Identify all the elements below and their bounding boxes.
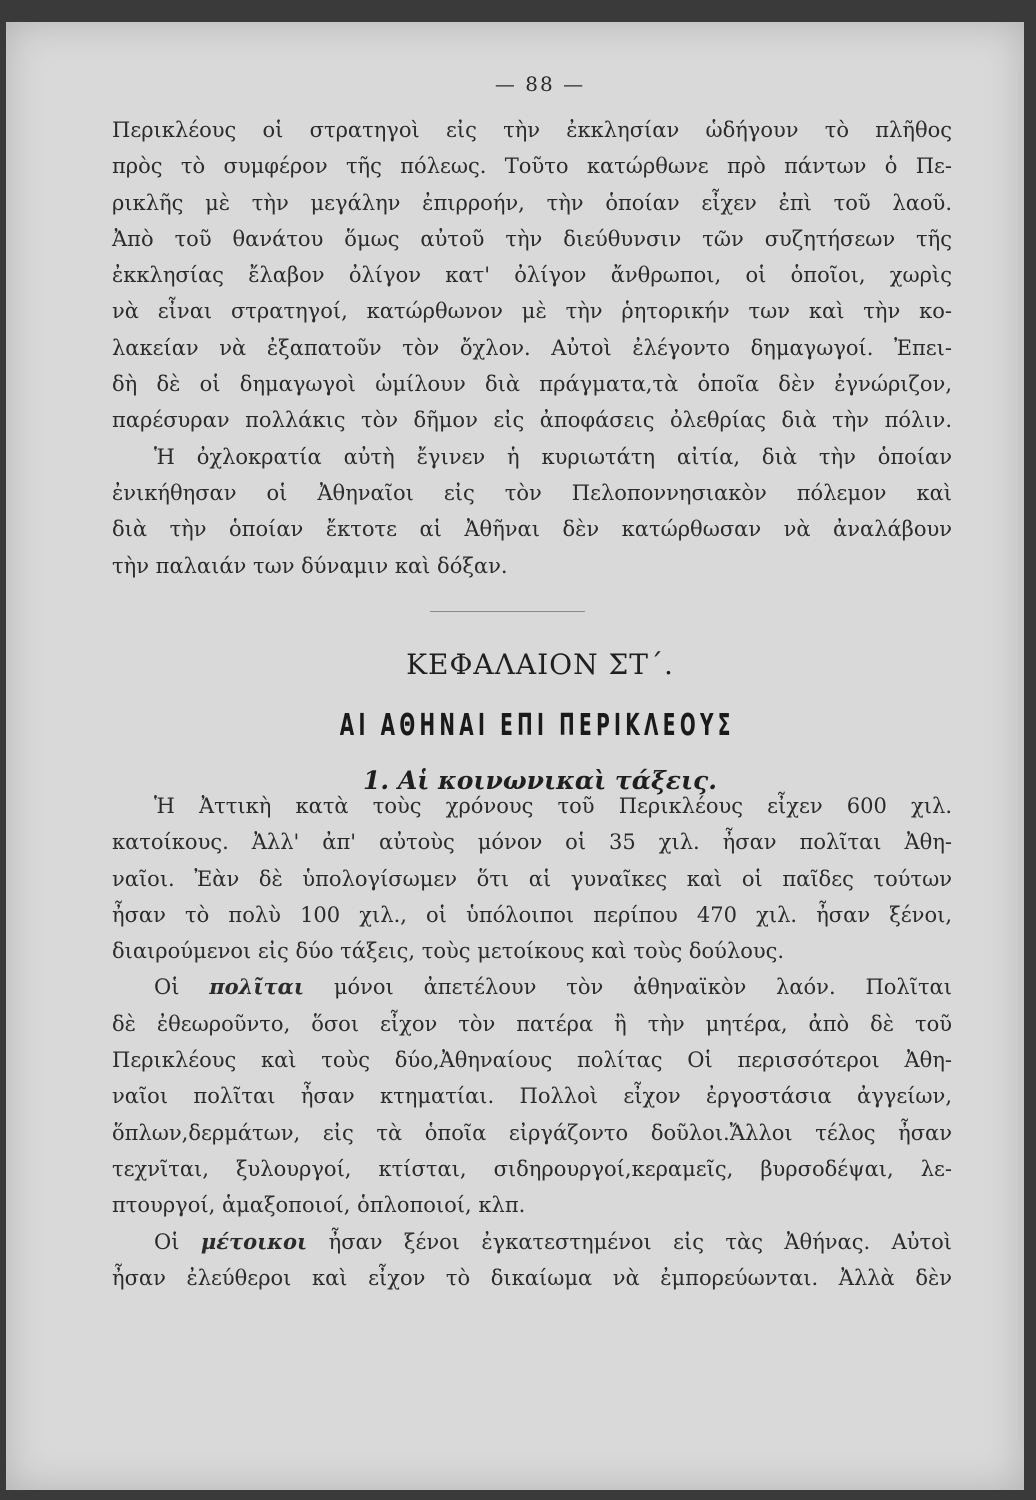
text-line: τεχνῖται, ξυλουργοί, κτίσται, σιδηρουργοί,κεραμεῖς, βυρσοδέψαι, λε- xyxy=(112,1156,952,1181)
bold-term: πολῖται xyxy=(209,974,304,1000)
paragraph-2 xyxy=(112,788,952,1296)
line-rest: μόνοι ἀπετέλουν τὸν ἀθηναϊκὸν λαόν. Πολῖται xyxy=(333,975,952,1000)
indent-word: Οἱ xyxy=(154,1229,180,1254)
chapter-heading: ΚΕΦΑΛΑΙΟΝ ΣΤ΄. xyxy=(406,648,674,681)
text-line: δὲ ἐθεωροῦντο, ὅσοι εἶχον τὸν πατέρα ἢ τὴν μητέρα, ἀπὸ δὲ τοῦ xyxy=(112,1011,952,1036)
text-line: διὰ τὴν ὁποίαν ἔκτοτε αἱ Ἀθῆναι δὲν κατώρθωσαν νὰ ἀναλάβουν xyxy=(112,517,952,542)
text-line: ρικλῆς μὲ τὴν μεγάλην ἐπιρροήν, τὴν ὁποίαν εἶχεν ἐπὶ τοῦ λαοῦ. xyxy=(112,190,952,215)
indent-word: Οἱ xyxy=(154,975,180,1000)
text-line: παρέσυραν πολλάκις τὸν δῆμον εἰς ἀποφάσεις ὀλεθρίας διὰ τὴν πόλιν. xyxy=(112,408,952,433)
text-line: ἦσαν τὸ πολὺ 100 χιλ., οἱ ὑπόλοιποι περίπου 470 χιλ. ἦσαν ξένοι, xyxy=(112,902,952,927)
paragraph-1 xyxy=(112,112,952,584)
text-line: ὅπλων,δερμάτων, εἰς τὰ ὁποῖα εἰργάζοντο δοῦλοι.Ἄλλοι τέλος ἦσαν xyxy=(112,1120,952,1145)
bold-term: μέτοικοι xyxy=(200,1228,308,1254)
page-number: — 88 — xyxy=(494,72,586,96)
text-line: Ἡ Ἀττικὴ κατὰ τοὺς χρόνους τοῦ Περικλέους εἶχεν 600 χιλ. xyxy=(154,794,952,818)
text-line: Περικλέους καὶ τοὺς δύο,Ἀθηναίους πολίτας Οἱ περισσότεροι Ἀθη- xyxy=(112,1048,952,1073)
text-line: κατοίκους. Ἀλλ' ἀπ' αὐτοὺς μόνον οἱ 35 χιλ. ἦσαν πολῖται Ἀθη- xyxy=(112,830,952,855)
text-line: ναῖοι πολῖται ἦσαν κτηματίαι. Πολλοὶ εἶχον ἐργοστάσια ἀγγείων, xyxy=(112,1084,952,1109)
section-divider xyxy=(430,611,585,612)
text-line xyxy=(112,1224,952,1260)
chapter-title: ΑΙ ΑΘΗΝΑΙ ΕΠΙ ΠΕΡΙΚΛΕΟΥΣ xyxy=(339,708,735,743)
text-line: Ἀπὸ τοῦ θανάτου ὅμως αὐτοῦ τὴν διεύθυνσιν τῶν συζητήσεων τῆς xyxy=(112,226,952,251)
text-line: διαιρούμενοι εἰς δύο τάξεις, τοὺς μετοίκους καὶ τοὺς δούλους. xyxy=(112,939,785,964)
line-rest: ἦσαν ξένοι ἐγκατεστημένοι εἰς τὰς Ἀθήνας. Αὐτοὶ xyxy=(328,1229,953,1254)
text-line: τὴν παλαιάν των δύναμιν καὶ δόξαν. xyxy=(112,553,508,578)
text-line: πτουργοί, ἁμαξοποιοί, ὁπλοποιοί, κλπ. xyxy=(112,1193,526,1218)
text-line: Περικλέους οἱ στρατηγοὶ εἰς τὴν ἐκκλησίαν ὡδήγουν τὸ πλῆθος xyxy=(112,118,952,142)
text-line: νὰ εἶναι στρατηγοί, κατώρθωνον μὲ τὴν ῥητορικήν των καὶ τὴν κο- xyxy=(112,299,952,324)
text-line xyxy=(112,969,952,1005)
text-line: ναῖοι. Ἐὰν δὲ ὑπολογίσωμεν ὅτι αἱ γυναῖκες καὶ οἱ παῖδες τούτων xyxy=(112,866,952,891)
text-line: πρὸς τὸ συμφέρον τῆς πόλεως. Τοῦτο κατώρθωνε πρὸ πάντων ὁ Πε- xyxy=(112,154,952,179)
text-line: ἐκκλησίας ἔλαβον ὀλίγον κατ' ὀλίγον ἄνθρωποι, οἱ ὁποῖοι, χωρὶς xyxy=(112,263,952,288)
text-line: λακείαν νὰ ἐξαπατοῦν τὸν ὄχλον. Αὐτοὶ ἐλέγοντο δημαγωγοί. Ἐπει- xyxy=(112,335,952,360)
text-line: δὴ δὲ οἱ δημαγωγοὶ ὡμίλουν διὰ πράγματα,τὰ ὁποῖα δὲν ἐγνώριζον, xyxy=(112,372,952,397)
text-line: ἐνικήθησαν οἱ Ἀθηναῖοι εἰς τὸν Πελοποννησιακὸν πόλεμον καὶ xyxy=(112,480,952,505)
text-line: ἦσαν ἐλεύθεροι καὶ εἶχον τὸ δικαίωμα νὰ ἐμπορεύωνται. Ἀλλὰ δὲν xyxy=(112,1265,952,1290)
text-line: Ἡ ὀχλοκρατία αὐτὴ ἔγινεν ἡ κυριωτάτη αἰτία, διὰ τὴν ὁποίαν xyxy=(154,444,952,469)
section-heading: 1. Αἱ κοινωνικαὶ τάξεις. xyxy=(363,766,717,795)
